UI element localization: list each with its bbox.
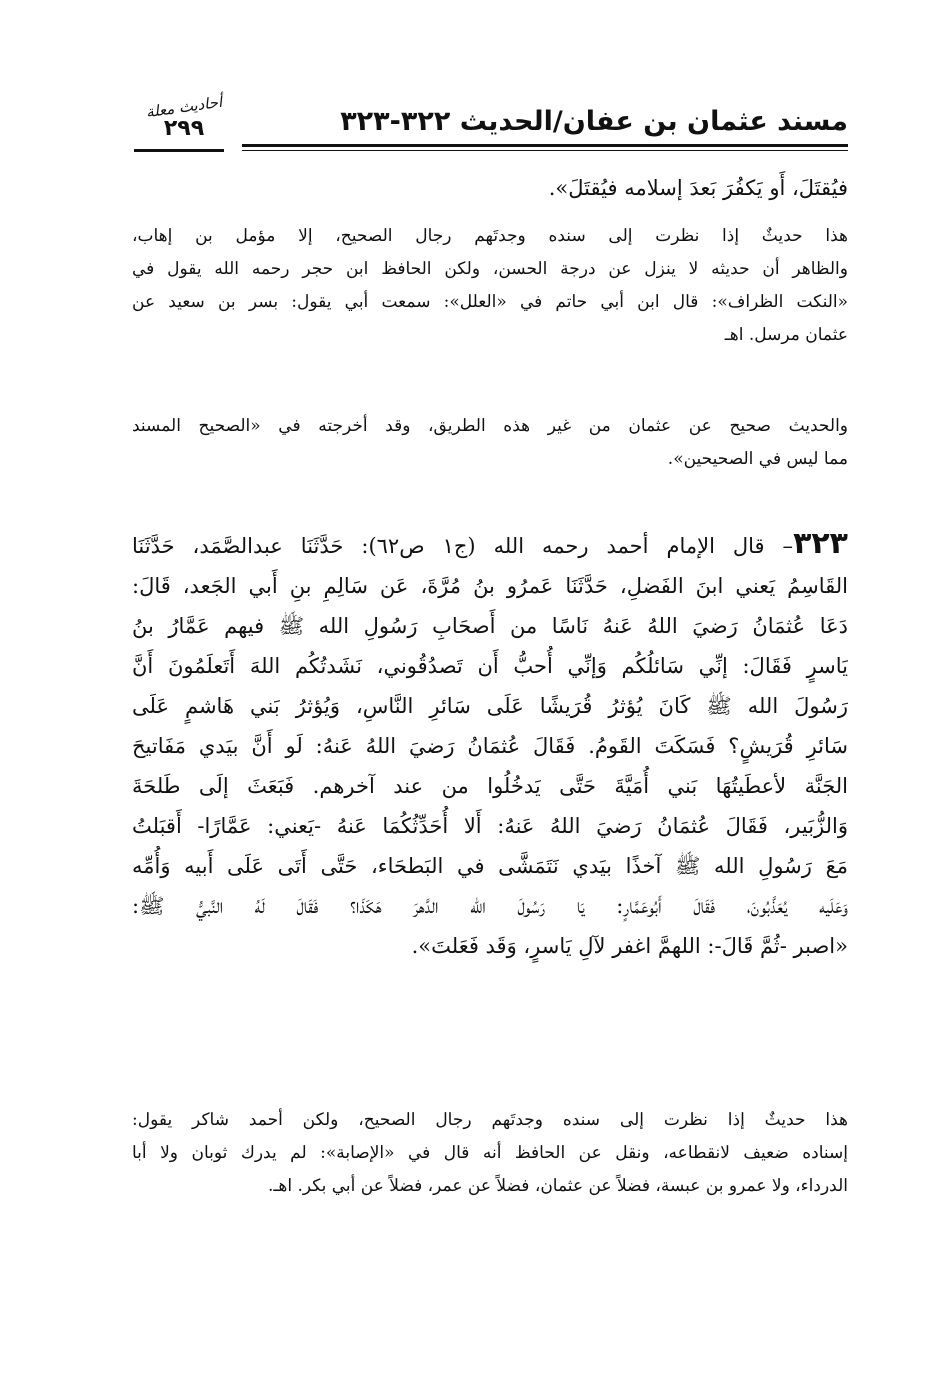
text-line: مما ليس في الصحيحين». — [667, 449, 848, 469]
text-line: رَسُولَ الله ﷺ كَانَ يُؤثرُ قُرَيشًا عَلَى سَائرِ النَّاسِ، وَيُؤثرُ بَني هَاشمٍ عَلَى — [132, 694, 848, 718]
text-line: وَالزُّبَير، فَقَالَ عُثمَانُ رَضيَ اللهُ عَنهُ: أَلا أُحَدِّثُكُمَا عَنهُ -يَعني: عَمَّارًا- أَقبَلتُ — [132, 814, 848, 838]
text-line: هذا حديثٌ إذا نظرت إلى سنده وجدتَهم رجال الصحيح، إلا مؤمل بن إهاب، — [132, 226, 848, 246]
text-line: وَعَلَيه يُعَذَّبُونَ، فَقَالَ أَبُوعَمَّارٍ: يَا رَسُولَ الله الدَّهرَ هَكَذَا؟ فَقَالَ لَهُ النَّبيُّ ﷺ: — [132, 894, 848, 918]
text-line: القَاسِمُ يَعني ابنَ الفَضلِ، حَدَّثَنَا عَمرُو بنُ مُرَّةَ، عَن سَالِمِ بنِ أَبي الجَعد، قَالَ: — [132, 574, 848, 598]
text-line: يَاسرٍ فَقَالَ: إنِّي سَائلُكُم وَإنِّي أُحبُّ أَن تَصدُقُوني، نَشَدتُكُم اللهَ أَتَعلَمُونَ أَنَّ — [132, 654, 848, 678]
page-number: ٢٩٩ — [163, 116, 205, 141]
paragraph-hadith-322-end — [132, 168, 848, 208]
text-line: «النكت الظراف»: قال ابن أبي حاتم في «العلل»: سمعت أبي يقول: بسر بن سعيد عن — [132, 292, 848, 312]
text-line: – قال الإمام أحمد رحمه الله (ج١ ص٦٢): حَدَّثَنَا عبدالصَّمَد، حَدَّثَنَا — [132, 534, 794, 558]
text-line: فيُقتَلَ، أَو يَكفُرَ بَعدَ إسلامه فيُقتَلَ». — [548, 176, 848, 200]
text-line: إسناده ضعيف لانقطاعه، ونقل عن الحافظ أنه قال في «الإصابة»: لم يدرك ثوبان ولا أبا — [132, 1143, 848, 1163]
text-line: سَائرِ قُرَيشٍ؟ فَسَكَتَ القَومُ. فَقَالَ عُثمَانُ رَضيَ اللهُ عَنهُ: لَو أَنَّ بيَدي مَفَاتيحَ — [132, 734, 848, 758]
paragraph-commentary-2 — [132, 410, 848, 476]
handwritten-note: أحاديث معلة — [144, 92, 224, 122]
paragraph-commentary-1 — [132, 220, 848, 352]
header-side — [128, 92, 240, 156]
text-line: دَعَا عُثمَانُ رَضيَ اللهُ عَنهُ نَاسًا من أَصحَابِ رَسُولِ الله ﷺ فيهم عَمَّارُ بنُ — [132, 614, 848, 638]
paragraph-hadith-323 — [132, 524, 848, 966]
paragraph-commentary-3 — [132, 1104, 848, 1203]
text-line: الجَنَّة لأعطَيتُهَا بَني أُمَيَّةَ حَتَّى يَدخُلُوا من عند آخرهم. فَبَعَثَ إلَى طَلحَةَ — [132, 774, 848, 798]
page-header — [128, 92, 848, 156]
text-line: الدرداء، ولا عمرو بن عبسة، فضلاً عن عثمان، فضلاً عن عمر، فضلاً عن أبي بكر. اهـ. — [267, 1176, 848, 1196]
hadith-number: ٣٢٣ — [793, 526, 848, 561]
text-line: هذا حديثٌ إذا نظرت إلى سنده وجدتَهم رجال الصحيح، ولكن أحمد شاكر يقول: — [132, 1110, 848, 1130]
text-line: مَعَ رَسُولِ الله ﷺ آخذًا بيَدي نَتَمَشَّى في البَطحَاء، حَتَّى أَتَى عَلَى أَبيه وَأُمِّه — [132, 854, 848, 878]
header-rule — [242, 144, 848, 151]
text-line: «اصبر -ثُمَّ قَالَ-: اللهمَّ اغفر لآلِ يَاسرٍ، وَقَد فَعَلتَ». — [411, 934, 848, 958]
page-number-rule — [134, 149, 224, 152]
text-line: والظاهر أن حديثه لا ينزل عن درجة الحسن، ولكن الحافظ ابن حجر رحمه الله يقول في — [132, 259, 848, 279]
running-title: مسند عثمان بن عفان/الحديث ٣٢٢-٣٢٣ — [340, 106, 848, 137]
text-line-first — [132, 524, 848, 566]
text-line: والحديث صحيح عن عثمان من غير هذه الطريق، وقد أخرجته في «الصحيح المسند — [132, 416, 848, 436]
text-line: عثمان مرسل. اهـ — [724, 325, 848, 345]
